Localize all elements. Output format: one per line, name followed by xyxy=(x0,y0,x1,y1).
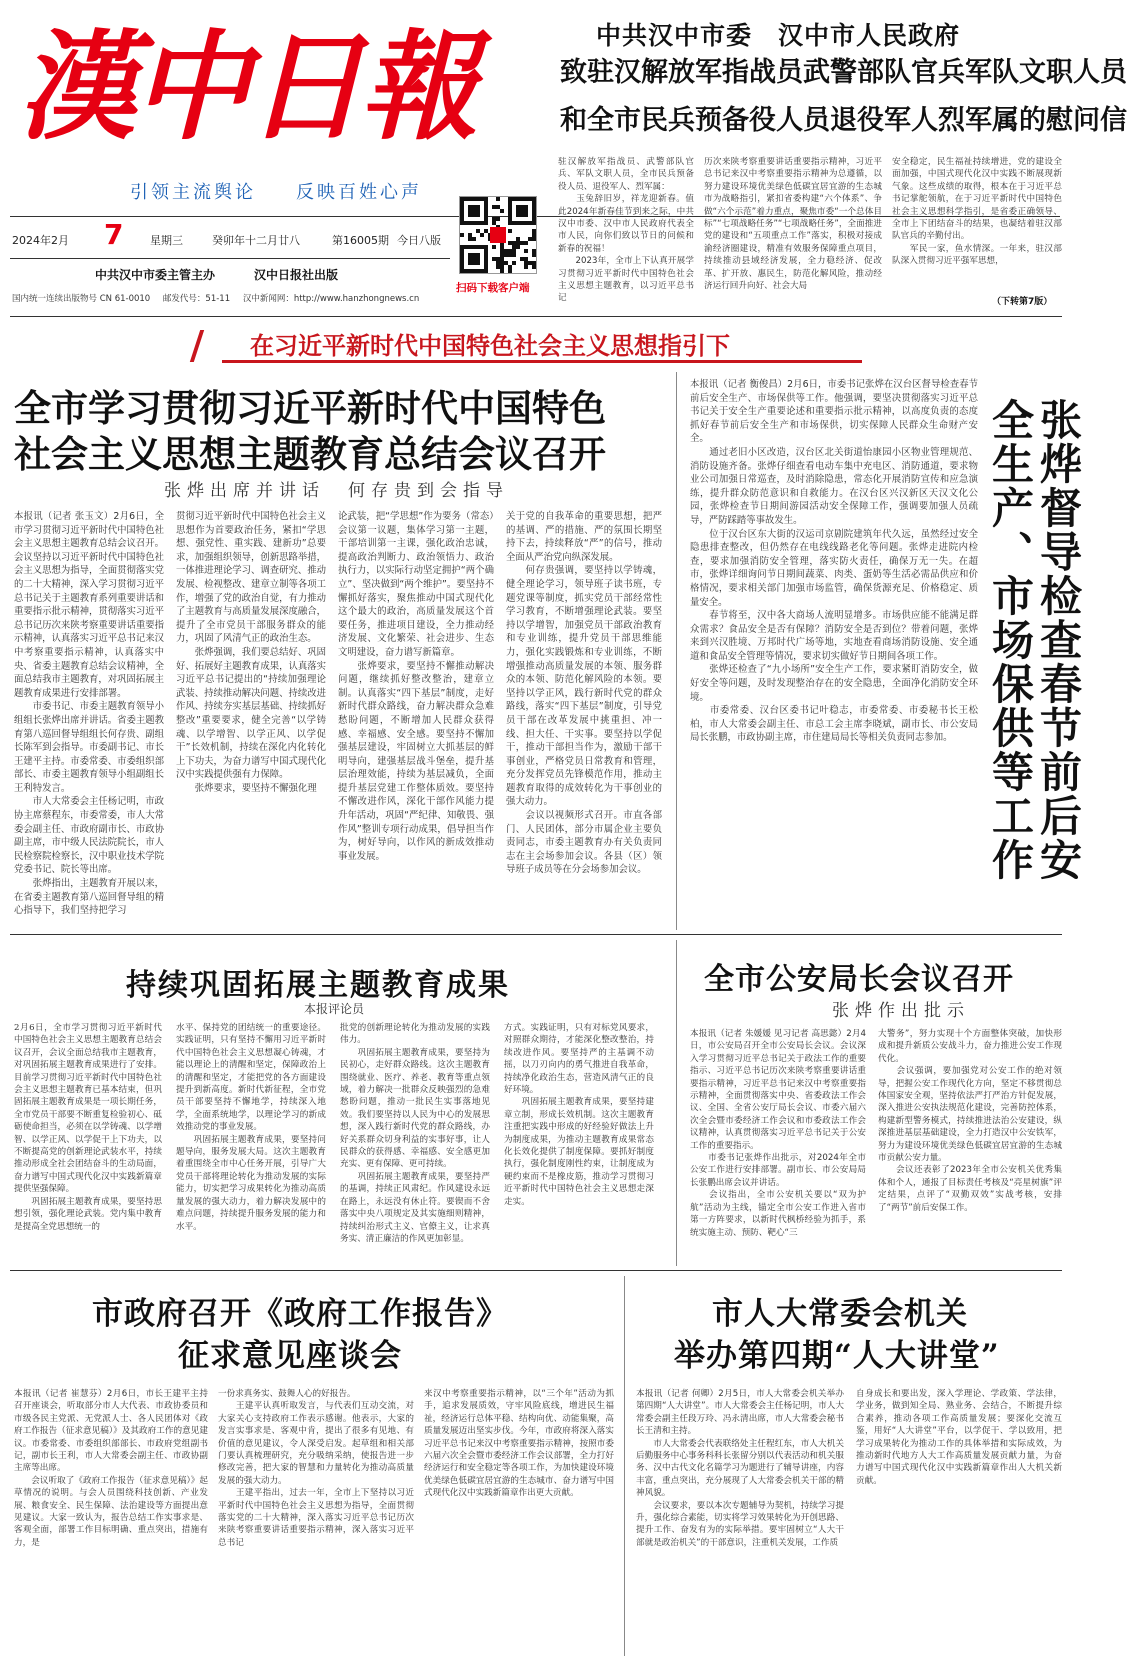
qr-caption: 扫码下载客户端 xyxy=(456,282,530,294)
divider-story1-story2 xyxy=(676,372,677,930)
story3-column-1: 2月6日，全市学习贯彻习近平新时代中国特色社会主义思想主题教育总结会议召开，会议全面总结我市主题教育，对巩固拓展主题教育成果进行了安排。目前学习贯彻习近平新时代中国特色社会主义思想主题教育已基本结束，但巩固拓展主题教育成果是一项长期任务，全市党员干部要不断重复检验初心、砥砺使命担当，必须在以学铸魂、以学增智、以学正风、以学促干上下功夫，以不断提高党的创新理论武装水平，持续推动形成全社会团结奋斗的生动局面，奋力谱写中国式现代化汉中实践新篇章提供坚强保障。 巩固拓展主题教育成果，要坚持思想引领，强化理论武装。党内集中教育是提高全党思想统一的 xyxy=(14,1023,162,1232)
issue-lunar: 癸卯年十二月廿八 xyxy=(212,234,300,247)
letter-column-3: 安全稳定，民生福祉持续增进，党的建设全面加强，中国式现代化汉中实践不断展现新气象。这些成绩的取得，根本在于习近平总书记掌舵领航，在于习近平新时代中国特色社会主义思想科学指引，是省委正确领导、全市上下团结奋斗的结果，也凝结着驻汉部队官兵的辛勤付出。 军民一家，鱼水情深。一年来，驻汉部队深入贯彻习近平强军思想， xyxy=(892,157,1062,267)
letter-heading-3: 和全市民兵预备役人员退役军人烈军属的慰问信 xyxy=(560,105,1127,136)
letter-column-2: 历次来陕考察重要讲话重要指示精神，习近平总书记来汉中考察重要指示精神为总遵循，以努力建设环境优美绿色低碳宜居宜游的生态城市为战略指引，紧扣省委构建“六个体系”、争做“六个示范”着力重点，聚焦市委“一个总体目标”“七项战略任务”“七项战略任务”，全面推进党的建设和“五项重点工作”落实，积极对接成渝经济圈建设，精准有效服务保障重点项目，持续推动县域经济发展，全力稳经济、促改革、扩开放、惠民生，防范化解风险，推动经济运行回升向好、社会大局 xyxy=(704,157,882,292)
story1-column-4: 关于党的自我革命的重要思想，把严的基调、严的措施、严的氛围长期坚持下去，持续释放“严”的信号，推动全面从严治党向纵深发展。 何存贵强调，要坚持以学铸魂，健全理论学习，领导班子读书班，专题党课等制度，抓实党员干部经常性学习教育，不断增强理论武装。要坚持以学增智，加强党员干部政治教育和专业训练，提升党员干部思维能力，强化实践锻炼和专业训练，不断增强推动高质量发展的本领、服务群众的本领、防范化解风险的本领。要坚持以学正风，践行新时代党的群众路线，落实“四下基层”制度，引导党员干部在改革发展中挑重担、冲一线、担大任、干实事。要坚持以学促干，推动干部担当作为，激励干部干事创业，严格党员日常教育和管理，充分发挥党员先锋模范作用，推动主题教育取得的成效转化为干事创业的强大动力。 会议以视频形式召开。市直各部门、人民团体，部分市属企业主要负责同志，市委主题教育办有关负责同志在主会场参加会议。各县（区）领导班子成员等在分会场参加会议。 xyxy=(506,511,662,876)
story1-column-1: 本报讯（记者 张玉文）2月6日，全市学习贯彻习近平新时代中国特色社会主义思想主题教育总结会议召开。会议坚持以习近平新时代中国特色社会主义思想为指导，全面贯彻落实党的二十大精神，深入学习贯彻习近平总书记关于主题教育系列重要讲话和重要指示批示精神，贯彻落实习近平总书记历次来陕考察重要讲话重要指示精神，认真落实习近平总书记来汉中考察重要指示精神，认真落实中央、省委主题教育总结会议精神，全面总结我市主题教育，对巩固拓展主题教育成果进行安排部署。 市委书记、市委主题教育领导小组组长张烨出席并讲话。省委主题教育第八巡回督导组组长何存贵、副组长陈军到会指导。市委副书记、市长王建平主持。市委常委、市委组织部部长、市委主题教育领导小组副组长王利特发言。 市人大常委会主任杨记明，市政协主席蔡程东，市委常委，市人大常委会副主任、市政府副市长、市政协副主席，市中级人民法院院长，市人民检察院检察长，汉中职业技术学院党委书记、院长等出席。 张烨指出，主题教育开展以来，在省委主题教育第八巡回督导组的精心指导下，我们坚持把学习 xyxy=(14,511,164,917)
story4-column-2: 大警务”，努力实现十个方面整体突破，加快形成和提升新质公安战斗力，奋力推进公安工作现代化。 会议强调，要加强党对公安工作的绝对领导，把握公安工作现代化方向，坚定不移贯彻总体国家安全观，坚持依法严打严治方针促发展，深入推进公安执法规范化建设，完善防控体系，构建新型警务模式，持续推进法治公安建设，纵深推进基层基础建设，全力打造汉中公安铁军，努力为建设环境优美绿色低碳宜居宜游的生态城市贡献公安力量。 会议还表彰了2023年全市公安机关优秀集体和个人，通报了目标责任考核及“亮星树旗”评定结果，点评了“双勤双效”实战考核，安排了“两节”前后安保工作。 xyxy=(878,1029,1062,1213)
story3-byline: 本报评论员 xyxy=(304,1002,365,1016)
divider-row2-row3 xyxy=(10,1270,1062,1271)
banner-rule-top xyxy=(10,316,1062,317)
cn-number: 国内统一连续出版物号 CN 61-0010 xyxy=(12,294,151,304)
masthead-rule-2 xyxy=(10,258,450,259)
story5-column-2: 一份求真务实、鼓舞人心的好报告。 王建平认真听取发言，与代表们互动交流，对大家关心支持政府工作表示感谢。他表示，大家的发言实事求是、客观中肯，提出了很多有见地、有价值的意见建议，令人深受启发。起草组和相关部门要认真梳理研究，充分吸纳采纳，使报告进一步修改完善，把大家的智慧和力量转化为推动高质量发展的强大动力。 王建平指出，过去一年，全市上下坚持以习近平新时代中国特色社会主义思想为指导，全面贯彻落实党的二十大精神，深入落实习近平总书记历次来陕考察重要讲话重要指示精神，深入落实习近平总书记 xyxy=(218,1389,414,1548)
story1-column-3: 论武装，把“学思想”作为要务（常态）会议第一议题，集体学习第一主题，干部培训第一主课，强化政治忠诚，提高政治判断力、政治领悟力、政治执行力，以实际行动坚定拥护“两个确立”、坚决做到“两个维护”。要坚持不懈抓好落实，聚焦推动中国式现代化这个最大的政治，高质量发展这个首要任务，推进项目建设，全力推动经济发展、文化繁荣、社会进步、生态文明建设，奋力谱写新篇章。 张烨要求，要坚持不懈推动解决问题，继续抓好整改整治，建章立制。认真落实“四下基层”制度，走好新时代群众路线，奋力解决群众急难愁盼问题，不断增加人民群众获得感、幸福感、安全感。要坚持不懈加强基层建设，牢固树立大抓基层的鲜明导向，建强基层战斗堡垒，提升基层治理效能，持续为基层减负，全面提升基层党建工作整体质效。要坚持不懈改进作风，深化干部作风能力提升年活动，巩固“严纪律、知敬畏、强作风”整训专项行动成果，倡导担当作为，树好导向，以作风的新成效推动事业发展。 xyxy=(338,511,494,862)
story3-column-3: 批党的创新理论转化为推动发展的实践伟力。 巩固拓展主题教育成果，要坚持为民初心，走好群众路线。这次主题教育围绕就业、医疗、养老、教育等重点领域，着力解决一批群众反映强烈的急难愁盼问题，推动一批民生实事落地见效。我们要坚持以人民为中心的发展思想，深入践行新时代党的群众路线，办好关系群众切身利益的实事好事，让人民群众的获得感、幸福感、安全感更加充实、更有保障、更可持续。 巩固拓展主题教育成果，要坚持严的基调，持续正风肃纪。作风建设永远在路上，永远没有休止符。要锲而不舍落实中央八项规定及其实施细则精神，持续纠治形式主义、官僚主义，让求真务实、清正廉洁的作风更加彰显。 xyxy=(340,1023,490,1244)
issue-day: 7 xyxy=(104,218,124,251)
story4-subhead: 张烨作出批示 xyxy=(832,1001,970,1021)
divider-story3-story4 xyxy=(676,940,677,1266)
story6-headline-line1: 市人大常委会机关 xyxy=(712,1296,968,1332)
story1-headline-line1: 全市学习贯彻习近平新时代中国特色 xyxy=(14,387,606,430)
issue-date: 2024年2月 xyxy=(12,234,69,247)
story5-headline-line2: 征求意见座谈会 xyxy=(178,1338,402,1374)
story3-column-2: 水平、保持党的团结统一的重要途径。实践证明，只有坚持不懈用习近平新时代中国特色社会主义思想凝心铸魂，才能以理论上的清醒和坚定，保障政治上的清醒和坚定，才能把党的各方面建设提升到新高度。新时代新征程，全市党员干部要坚持不懈地学，持续深入地学，全面系统地学，以理论学习的新成效推动党的事业发展。 巩固拓展主题教育成果，要坚持问题导向，服务发展大局。这次主题教育着重围绕全市中心任务开展，引导广大党员干部将理论转化为推动发展的实际能力，切实把学习成果转化为推动高质量发展的强大动力，着力解决发展中的难点问题，持续提升服务发展的能力和水平。 xyxy=(176,1023,326,1232)
story1-column-2: 贯彻习近平新时代中国特色社会主义思想作为首要政治任务，紧扣“学思想、强党性、重实践、建新功”总要求，加强组织领导，创新思路举措，一体推进理论学习、调查研究、推动发展、检视整改、建章立制等各项工作，增强了党的政治自觉，有力推动了主题教育与高质量发展深度融合，提升了全市党员干部服务群众的能力，巩固了风清气正的政治生态。 张烨强调，我们要总结好、巩固好、拓展好主题教育成果，认真落实习近平总书记提出的“持续加强理论武装、持续推动解决问题、持续改进作风、持续夯实基层基础、持续抓好整改”重要要求，健全完善“以学铸魂、以学增智、以学正风、以学促干”长效机制，持续在深化内化转化上下功夫，为奋力谱写中国式现代化汉中实践提供强有力保障。 张烨要求，要坚持不懈强化理 xyxy=(176,511,326,794)
banner-title: 在习近平新时代中国特色社会主义思想指引下 xyxy=(250,332,730,360)
issue-line xyxy=(12,218,452,254)
story5-column-1: 本报讯（记者 崔慧芬）2月6日，市长王建平主持召开座谈会，听取部分市人大代表、市政协委员和市级各民主党派、无党派人士、各人民团体对《政府工作报告（征求意见稿）》及其政府工作的意见建议。市委常委、市委组织部部长、市政府党组副书记，副市长王利，市人大常委会副主任、市政协副主席等出席。 会议听取了《政府工作报告（征求意见稿）》起草情况的说明。与会人员围绕科技创新、产业发展、粮食安全、民生保障、法治建设等方面提出意见建议。大家一致认为，报告总结工作实事求是、客观全面，部署工作目标明确、重点突出，措施有力，是 xyxy=(14,1389,208,1548)
story5-headline-line1: 市政府召开《政府工作报告》 xyxy=(92,1296,508,1332)
story1-subhead: 张烨出席并讲话 何存贵到会指导 xyxy=(164,481,509,501)
issue-number: 第16005期 xyxy=(332,234,389,247)
letter-continued-note[interactable]: （下转第7版） xyxy=(992,297,1053,307)
issue-weekday: 星期三 xyxy=(150,234,183,247)
story2-headline: 张烨督导检查春节前后安全生产、市场保供等工作 xyxy=(986,398,1083,882)
story4-column-1: 本报讯（记者 朱媛媛 见习记者 高思懿）2月4日，市公安局召开全市公安局长会议。会议深入学习贯彻习近平总书记关于政法工作的重要指示、习近平总书记历次来陕考察重要讲话重要指示精神，习近平总书记来汉中考察重要指示精神，全面贯彻落实中央、省委政法工作会议、全国、全省公安厅局长会议、市委六届六次全会暨市委经济工作会议和市委政法工作会议精神，认真贯彻落实习近平总书记关于公安工作的重要指示。 市委书记张烨作出批示，对2024年全市公安工作进行安排部署。副市长、市公安局局长张鹏出席会议并讲话。 会议指出，全市公安机关要以“双为护航”活动为主线，锚定全市公安工作进入省市第一方阵要求，以新时代枫桥经验为抓手，系统实施主动、预防、靶心“三 xyxy=(690,1029,866,1238)
issue-pages: 今日八版 xyxy=(397,234,441,247)
sponsor: 中共汉中市委主管主办 xyxy=(95,268,216,282)
letter-column-1: 驻汉解放军指战员、武警部队官兵、军队文职人员，全市民兵预备役人员、退役军人、烈军属： 玉兔辞旧岁，祥龙迎新春。值此2024年新春佳节到来之际，中共汉中市委、汉中市人民政府代表全市人民，向你们致以节日的问候和新春的祝福！ 2023年，全市上下认真开展学习贯彻习近平新时代中国特色社会主义思想主题教育，以习近平总书记 xyxy=(558,157,694,304)
publisher: 汉中日报社出版 xyxy=(254,268,339,282)
story2-body: 本报讯（记者 衡俊昌）2月6日，市委书记张烨在汉台区督导检查春节前后安全生产、市场保供等工作。他强调，要坚决贯彻落实习近平总书记关于安全生产重要论述和重要指示批示精神，以高度负责的态度抓好春节前后安全生产和市场保供，切实保障人民群众生命财产安全。 通过老旧小区改造，汉台区北关街道怡康园小区物业管理规范、消防设施齐备。张烨仔细查看电动车集中充电区、消防通道，要求物业公司加强日常巡查，及时消除隐患，常态化开展消防宣传和应急演练，提升群众防范意识和自救能力。在汉台区兴汉新区天汉文化公园，张烨检查节日期间游园活动安全保障工作，强调要加强人员疏导，严防踩踏等事故发生。 位于汉台区东大街的汉运司京剧院建筑年代久远，虽然经过安全隐患排查整改，但仍然存在电线线路老化等问题。张烨走进院内检查，要求加强消防安全管理，落实防火责任，确保万无一失。在超市，张烨详细询问节日期间蔬菜、肉类、蛋奶等生活必需品供应和价格情况，要求相关部门加强市场监管，确保货源充足、价格稳定、质量安全。 春节将至，汉中各大商场人流明显增多。市场供应能不能满足群众需求？食品安全是否有保障？消防安全是否到位？带着问题，张烨来到兴汉胜境、万邦时代广场等地，实地查看商场消防设施、安全通道和食品安全管理等情况，要求切实做好节日期间各项工作。 张烨还检查了“九小场所”安全生产工作，要求紧盯消防安全，做好安全等问题，及时发现整治存在的安全隐患，全面净化消防安全环境。 市委常委、汉台区委书记叶稳志，市委常委、市委秘书长王松柏，市人大常委会副主任、市总工会主席李晓斌，副市长、市公安局局长张鹏，市政协副主席，市住建局局长等相关负责同志参加。 xyxy=(690,379,978,744)
masthead-slogan-left: 引领主流舆论 xyxy=(130,182,256,203)
letter-heading-1: 中共汉中市委 汉中市人民政府 xyxy=(596,21,961,50)
story1-headline-line2: 社会主义思想主题教育总结会议召开 xyxy=(14,433,606,476)
story3-column-4: 方式。实践证明，只有对标党风要求，对照群众期待，才能深化整改整治，持续改进作风。要坚持严的主基调不动摇，以刀刃向内的勇气推进自我革命，持续净化政治生态，营造风清气正的良好环境。 巩固拓展主题教育成果，要坚持建章立制，形成长效机制。这次主题教育注重把实践中形成的好经验好做法上升为制度成果，为推动主题教育成果常态化长效化提供了制度保障。要抓好制度执行，强化制度刚性约束，让制度成为硬约束而不是橡皮筋，推动学习贯彻习近平新时代中国特色社会主义思想走深走实。 xyxy=(504,1023,654,1207)
story5-column-3: 来汉中考察重要指示精神，以“三个年”活动为抓手，追求发展质效，守牢风险底线，增进民生福祉，经济运行总体平稳、结构向优、动能集聚，高质量发展迈出坚实步伐。今年，市政府将深入落实习近平总书记来汉中考察重要指示精神，按照市委六届六次全会暨市委经济工作会议部署，全力打好经济运行和安全稳定等各项工作，为加快建设环境优美绿色低碳宜居宜游的生态城市、奋力谱写中国式现代化汉中实践新篇章作出更大贡献。 xyxy=(424,1389,614,1499)
qr-code-icon[interactable] xyxy=(459,196,537,274)
story6-column-1: 本报讯（记者 何卿）2月5日，市人大常委会机关举办第四期“人大讲堂”。市人大常委会主任杨记明，市人大常委会副主任段万玲、冯永清出席，市人大常委会秘书长王清和主持。 市人大常委会代表联络处主任程红东，市人大机关后勤服务中心事务科科长张留分别以代表活动和机关服务、汉中古代文化名篇学习为题进行了辅导讲座，内容丰富，重点突出，充分展现了人大常委会机关干部的精神风貌。 会议要求，要以本次专题辅导为契机，持续学习提升，强化综合素能，切实将学习效果转化为开创思路、提升工作、奋发有为的实际举措。要牢固树立“人大干部就是政治机关”的干部意识，注重机关发展，工作质 xyxy=(636,1389,844,1548)
letter-heading-2: 致驻汉解放军指战员武警部队官兵军队文职人员 xyxy=(560,57,1127,88)
masthead-slogan-right: 反映百姓心声 xyxy=(296,182,422,203)
divider-story5-story6 xyxy=(624,1276,625,1656)
banner-left-decor xyxy=(190,330,204,362)
publication-info xyxy=(12,292,452,304)
masthead-logo: 漢中日報 xyxy=(18,17,475,156)
story6-headline-line2: 举办第四期“人大讲堂” xyxy=(674,1338,1000,1374)
story6-column-2: 自身成长和要出发，深入学理论、学政策、学法律，学业务，做到知全局、熟业务、会结合，不断提升综合素养，推动各项工作高质量发展；要深化交流互鉴，用好“人大讲堂”平台，以学促干、学以致用，把学习成果转化为推动工作的具体举措和实际成效，为推动新时代地方人大工作高质量发展贡献力量，为奋力谱写中国式现代化汉中实践新篇章作出人大机关新贡献。 xyxy=(856,1389,1062,1486)
postal-code: 邮发代号：51-11 xyxy=(162,294,231,304)
website[interactable]: 汉中新闻网：http://www.hanzhongnews.cn xyxy=(242,294,420,304)
story3-headline: 持续巩固拓展主题教育成果 xyxy=(126,968,510,1003)
divider-row1-row2 xyxy=(10,934,1062,935)
story4-headline: 全市公安局长会议召开 xyxy=(704,962,1014,997)
